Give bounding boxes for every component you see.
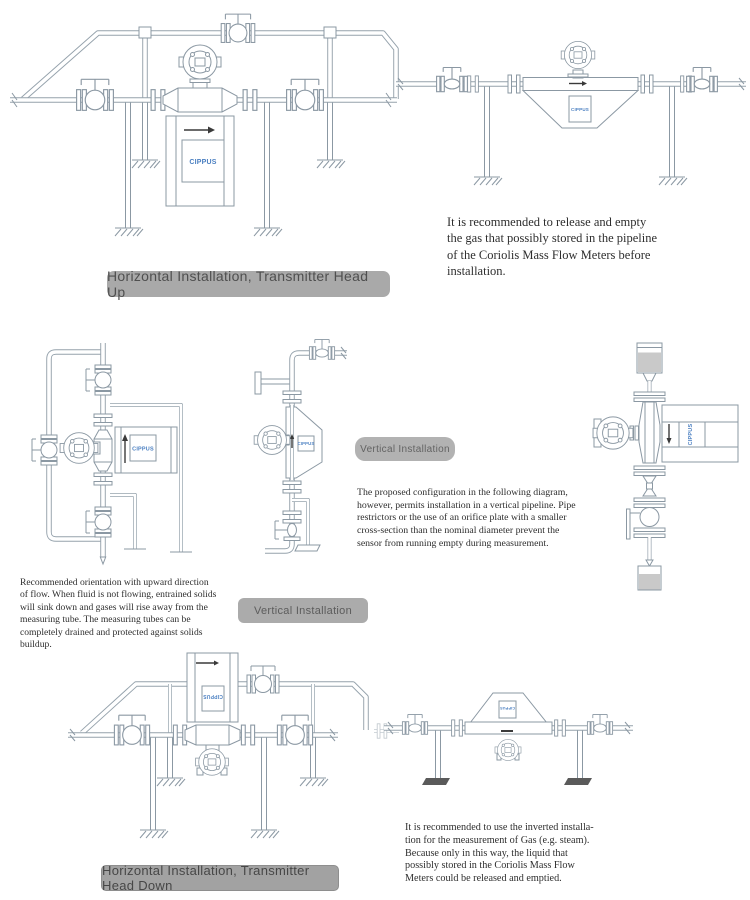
diagram-release-gas [390, 40, 750, 190]
ball-valve-icon [640, 508, 659, 527]
diagram-vertical-pipeline [235, 335, 355, 560]
note-line: sensor from running empty during measurement. [357, 537, 549, 549]
note-line: of the Coriolis Mass Flow Meters before [447, 247, 651, 262]
support-foot [564, 778, 592, 785]
device-label: CIPPUS [132, 446, 154, 453]
caption-horizontal-head-down: Horizontal Installation, Transmitter Head Down [101, 865, 339, 891]
note-line: completely drained and protected against solids [20, 626, 203, 638]
diagram-horizontal-head-down [60, 640, 400, 840]
diagram-vertical-restrictor [590, 335, 750, 595]
note-line: Meters could be released and emptied. [405, 873, 562, 885]
note-line: buildup. [20, 639, 52, 651]
note-line: will sink down and gases will rise away from the [20, 601, 208, 613]
note-line: Recommended orientation with upward direction [20, 577, 209, 588]
caption-vertical-installation-side: Vertical Installation [355, 437, 455, 461]
note-line: the gas that possibly stored in the pipeline [447, 231, 658, 246]
support-foot [422, 778, 450, 785]
note-line: of flow. When fluid is not flowing, entrained solids [20, 589, 217, 601]
note-line: It is recommended to release and empty [447, 215, 647, 229]
caption-vertical-installation-bottom: Vertical Installation [238, 598, 368, 623]
note-line: installation. [447, 264, 506, 279]
note-line: It is recommended to use the inverted installa- [405, 822, 594, 833]
diagram-inverted-gas [380, 660, 750, 810]
note-line: tion for the measurement of Gas (e.g. steam). [405, 834, 590, 846]
diagram-horizontal-head-up [0, 0, 400, 265]
caption-horizontal-head-up: Horizontal Installation, Transmitter Head Up [107, 271, 390, 297]
note-line: Because only in this way, the liquid that [405, 847, 568, 859]
note-line: possibly stored in the Coriolis Mass Flow [405, 860, 575, 872]
diagram-vertical-upward-flow [15, 335, 215, 570]
note-vertical-pipeline [357, 487, 576, 551]
tank-icon [637, 343, 662, 373]
note-release-gas [447, 214, 657, 280]
note-line: measuring tube. The measuring tubes can be [20, 614, 191, 626]
note-line: restrictors or the use of an orifice plate with a smaller [357, 512, 567, 524]
device-label: CIPPUS [297, 441, 315, 446]
note-line: cross-section than the nominal diameter prevent the [357, 525, 560, 537]
restrictor-icon [643, 476, 656, 483]
note-inverted-gas [405, 822, 594, 886]
device-label: CIPPUS [571, 107, 589, 112]
device-label: CIPPUS [189, 159, 217, 166]
note-line: The proposed configuration in the following diagram, [357, 487, 568, 498]
note-line: however, permits installation in a vertical pipeline. Pipe [357, 499, 576, 511]
tank-icon [638, 566, 661, 590]
device-label: CIPPUS [203, 693, 223, 699]
device-label: CIPPUS [499, 706, 516, 710]
device-label: CIPPUS [688, 423, 694, 446]
